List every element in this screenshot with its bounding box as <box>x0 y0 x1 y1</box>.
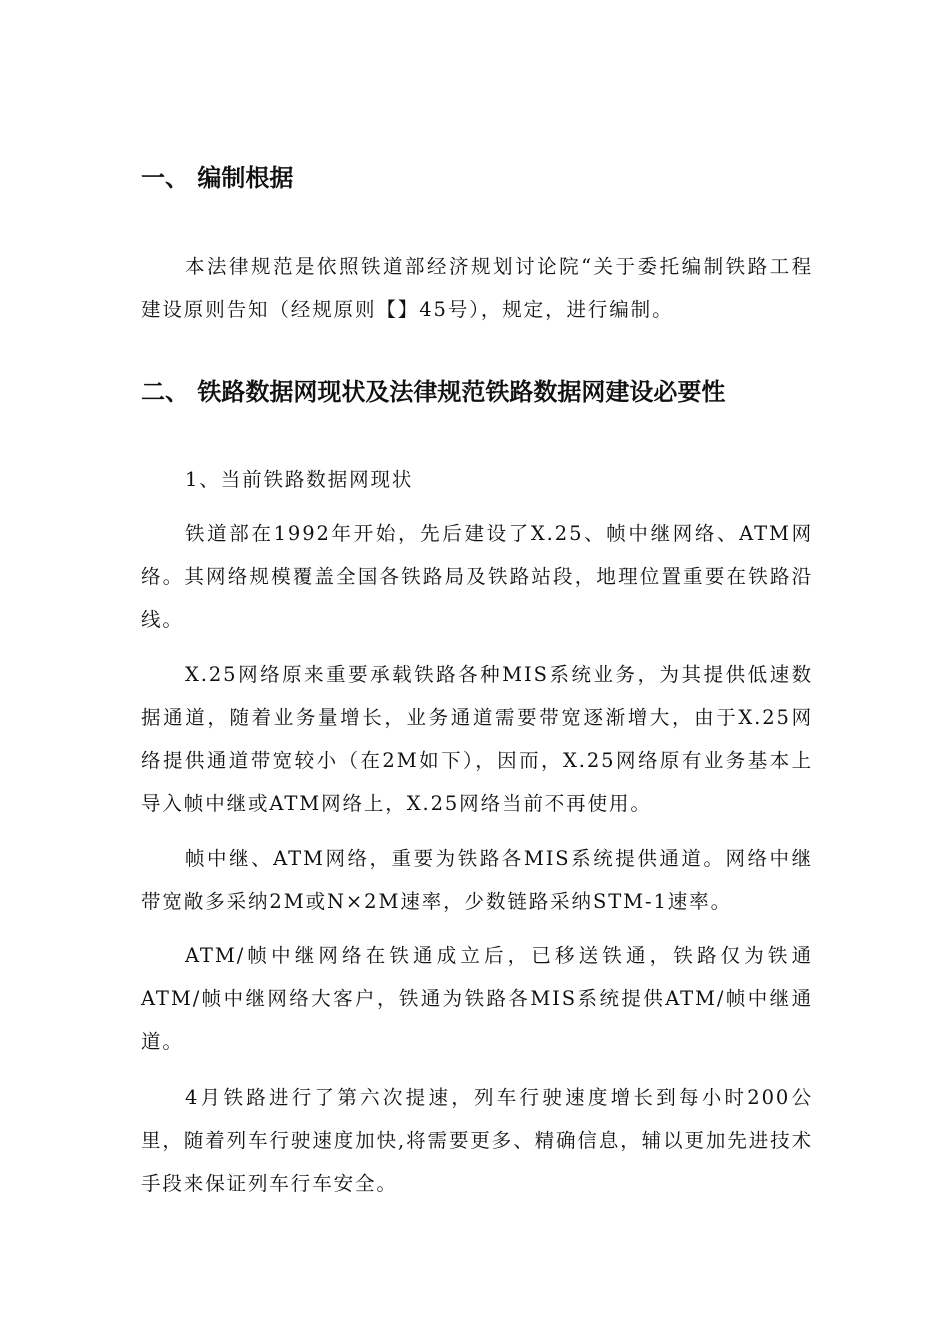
paragraph-atm-transfer: ATM/帧中继网络在铁通成立后，已移送铁通，铁路仅为铁通ATM/帧中继网络大客户，铁通为铁路各MIS系统提供ATM/帧中继通道。 <box>141 944 813 1053</box>
paragraph-network-history: 铁道部在1992年开始，先后建设了X.25、帧中继网络、ATM网络。其网络规模覆盖全国各铁路局及铁路站段，地理位置重要在铁路沿线。 <box>141 522 813 631</box>
section-heading-network-status: 二、 铁路数据网现状及法律规范铁路数据网建设必要性 <box>141 378 726 406</box>
paragraph-basis: 本法律规范是依照铁道部经济规划讨论院“关于委托编制铁路工程建设原则告知（经规原则【】45号），规定，进行编制。 <box>141 255 813 321</box>
paragraph-frame-relay-atm: 帧中继、ATM网络，重要为铁路各MIS系统提供通道。网络中继带宽敞多采纳2M或N×2M速率，少数链路采纳STM-1速率。 <box>141 847 813 913</box>
subsection-heading-current-status: 1、当前铁路数据网现状 <box>185 468 414 491</box>
section-heading-basis: 一、 编制根据 <box>141 164 294 192</box>
paragraph-x25-network: X.25网络原来重要承载铁路各种MIS系统业务，为其提供低速数据通道，随着业务量增长，业务通道需要带宽逐渐增大，由于X.25网络提供通道带宽较小（在2M如下），因而，X.25网络原有业务基本上导入帧中继或ATM网络上，X.25网络当前不再使用。 <box>141 663 813 815</box>
paragraph-speed-increase: 4月铁路进行了第六次提速，列车行驶速度增长到每小时200公里，随着列车行驶速度加快,将需要更多、精确信息，辅以更加先进技术手段来保证列车行车安全。 <box>141 1086 813 1195</box>
